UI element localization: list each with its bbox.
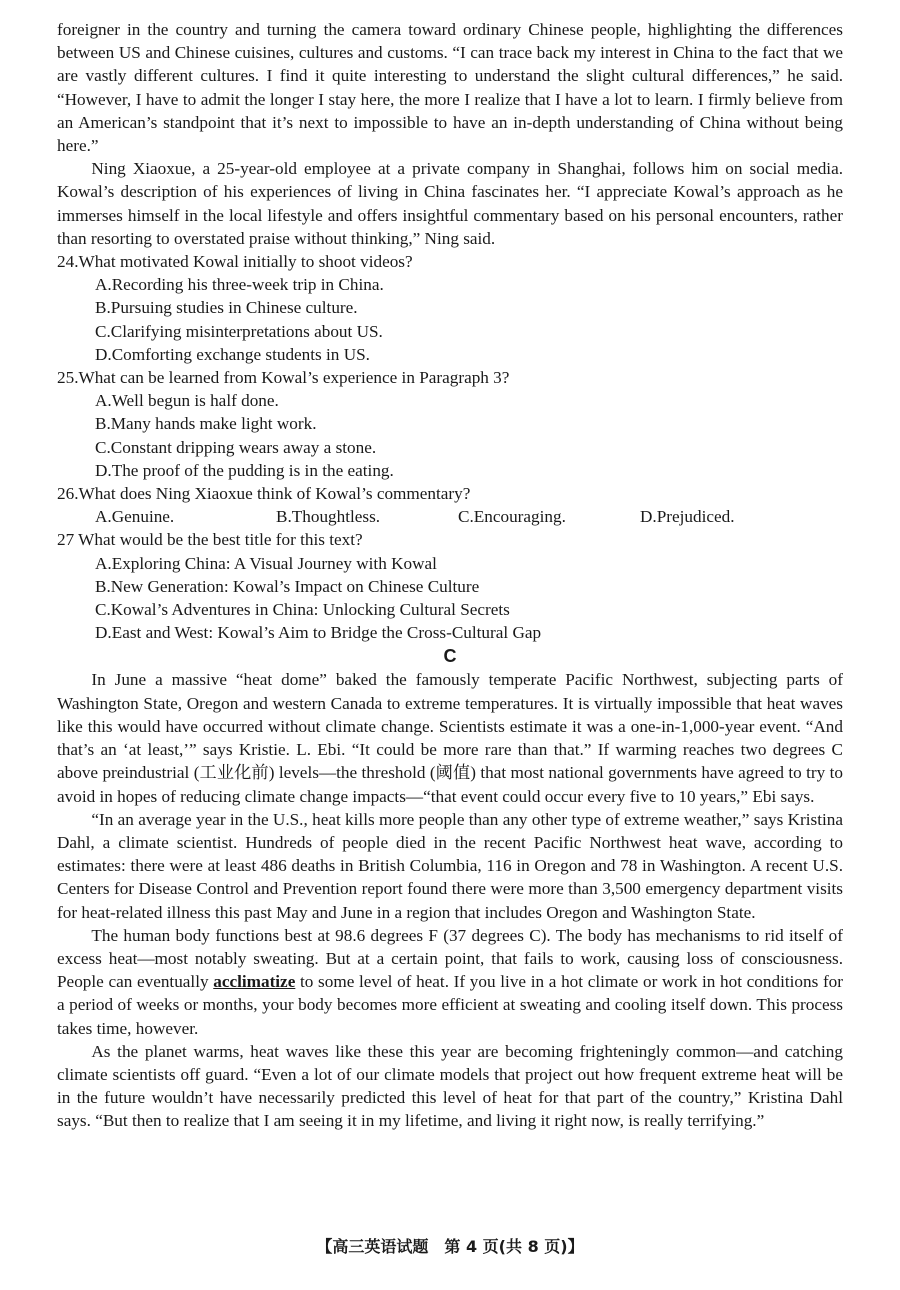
question-26	[57, 482, 843, 528]
question-stem: 25.What can be learned from Kowal’s experience in Paragraph 3?	[57, 368, 510, 388]
option-c: C.Clarifying misinterpretations about US.	[95, 321, 383, 341]
question-stem: 26.What does Ning Xiaoxue think of Kowal’s commentary?	[57, 484, 471, 504]
paragraph-text: The human body functions best at 98.6 degrees F (37 degrees C). The body has mechanisms to rid itself of excess heat—most notably sweating. But at a certain point, that fails to work, causing loss of consciousness. People can eventually	[57, 925, 843, 992]
option-a: A.Genuine.	[95, 507, 175, 527]
page-footer: 【高三英语试题 第 4 页(共 8 页)】	[316, 1237, 584, 1256]
option-d: D.The proof of the pudding is in the eating.	[95, 460, 394, 480]
paragraph-ning-xiaoxue: Ning Xiaoxue, a 25-year-old employee at a private company in Shanghai, follows him on social media. Kowal’s description of his experiences of living in China fascinates her. “I appreciate Kowal’s approach as he immerses himself in the local lifestyle and offers insightful commentary based on his personal encounters, rather than resorting to overstated praise without thinking,” Ning said.	[57, 159, 843, 248]
question-27	[57, 528, 843, 644]
question-stem: 27 What would be the best title for this text?	[57, 530, 363, 550]
option-a: A.Well begun is half done.	[95, 391, 279, 411]
paragraph-kowal-continued: foreigner in the country and turning the camera toward ordinary Chinese people, highlighting the differences between US and Chinese cuisines, cultures and customs. “I can trace back my interest in China to the fact that we are vastly different cultures. I find it quite interesting to understand the slight cultural differences,” he said. “However, I have to admit the longer I stay here, the more I realize that I have a lot to learn. I firmly believe from an American’s standpoint that it’s next to impossible to have an in-depth understanding of China without being here.”	[57, 20, 843, 156]
option-b: B.Pursuing studies in Chinese culture.	[95, 298, 358, 318]
option-c: C.Kowal’s Adventures in China: Unlocking Cultural Secrets	[95, 600, 510, 620]
question-25	[57, 366, 843, 482]
paragraph-text: to some level of heat. If you live in a hot climate or work in hot conditions for a period of weeks or months, your body becomes more efficient at sweating and cooling itself down. This process takes time, however.	[57, 972, 843, 1038]
paragraph-planet-warms: As the planet warms, heat waves like these this year are becoming frighteningly common—and catching climate scientists off guard. “Even a lot of our climate models that project out how frequent extreme heat will be in the future wouldn’t have necessarily predicted this level of heat for that part of the country,” Kristina Dahl says. “But then to realize that I am seeing it in my lifetime, and living it right now, is really terrifying.”	[57, 1041, 843, 1131]
options-row	[95, 505, 843, 528]
paragraph-heat-dome: In June a massive “heat dome” baked the famously temperate Pacific Northwest, subjecting parts of Washington State, Oregon and western Canada to extreme temperatures. It is virtually impossible that heat waves like this would have occurred without climate change. Scientists estimate it was a one-in-1,000-year event. “And that’s an ‘at least,’” says Kristie. L. Ebi. “It could be more rare than that.” If warming reaches two degrees C above preindustrial (工业化前) levels—the threshold (阈值) that most national governments have agreed to try to avoid in hopes of reducing climate change impacts—“that event could occur every five to 10 years,” Ebi says.	[57, 670, 843, 806]
option-c: C.Constant dripping wears away a stone.	[95, 437, 377, 457]
paragraph-heat-deaths: “In an average year in the U.S., heat kills more people than any other type of extreme weather,” says Kristina Dahl, a climate scientist. Hundreds of people died in the recent Pacific Northwest heat wave, according to estimates: there were at least 486 deaths in British Columbia, 116 in Oregon and 78 in Washington. A recent U.S. Centers for Disease Control and Prevention report found there were more than 3,500 emergency department visits for heat-related illness this past May and June in a region that includes Oregon and Washington State.	[57, 809, 843, 922]
section-c-heading: C	[443, 646, 457, 667]
underlined-word: acclimatize	[213, 972, 296, 992]
option-a: A.Exploring China: A Visual Journey with Kowal	[95, 553, 437, 573]
question-stem: 24.What motivated Kowal initially to shoot videos?	[57, 252, 413, 272]
option-b: B.New Generation: Kowal’s Impact on Chinese Culture	[95, 576, 480, 596]
option-d: D.East and West: Kowal’s Aim to Bridge the Cross-Cultural Gap	[95, 623, 542, 643]
option-d: D.Prejudiced.	[640, 507, 735, 527]
option-a: A.Recording his three-week trip in China.	[95, 275, 384, 295]
question-24	[57, 250, 843, 366]
paragraph-human-body	[57, 924, 843, 1040]
option-b: B.Thoughtless.	[276, 507, 381, 527]
option-d: D.Comforting exchange students in US.	[95, 344, 370, 364]
option-b: B.Many hands make light work.	[95, 414, 317, 434]
option-c: C.Encouraging.	[458, 507, 566, 527]
page-body	[57, 18, 843, 1133]
